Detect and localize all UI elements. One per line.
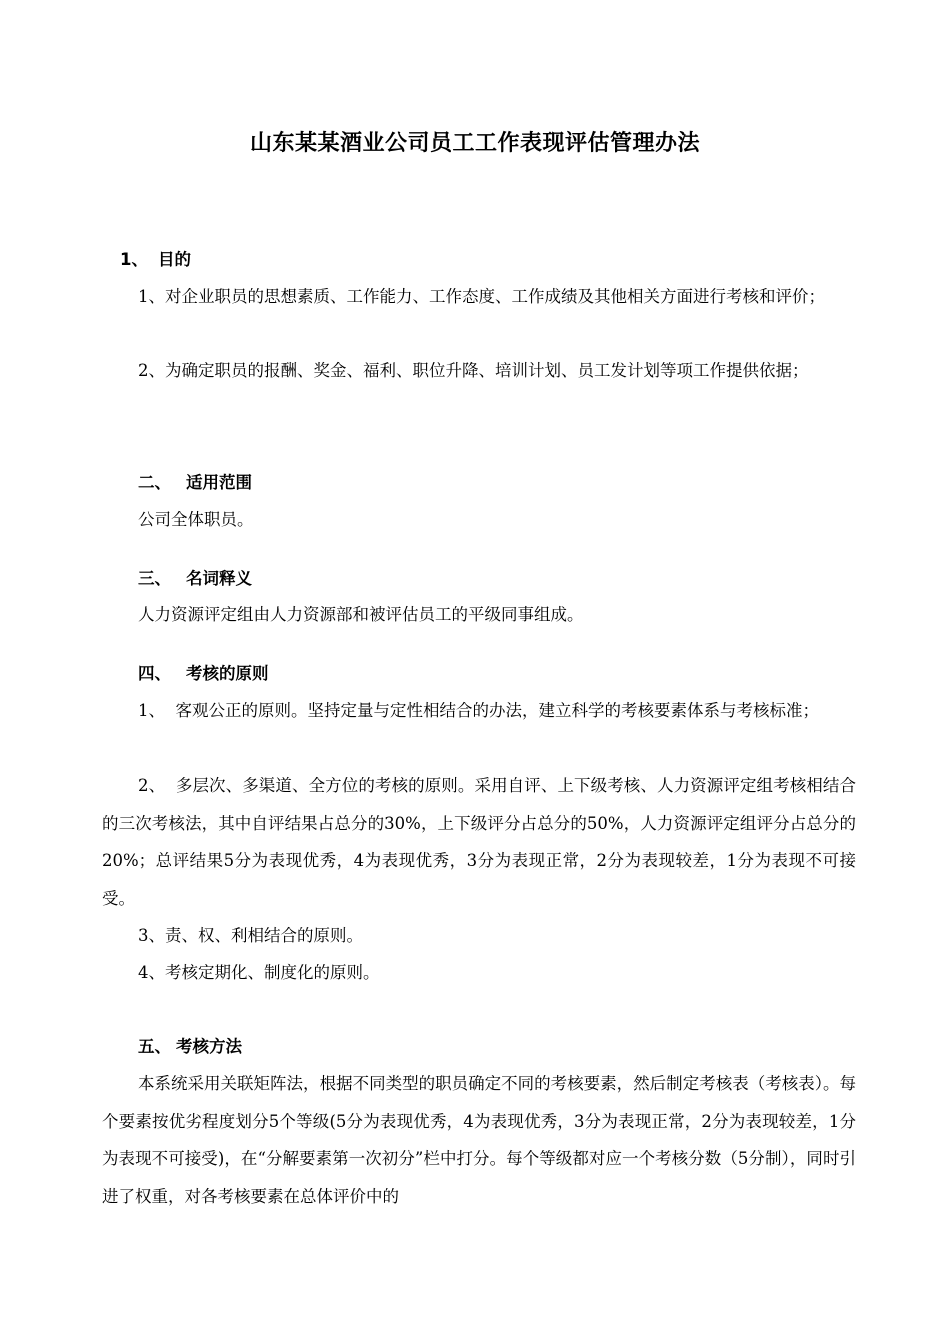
paragraph: 2、为确定职员的报酬、奖金、福利、职位升降、培训计划、员工发计划等项工作提供依据； [138,361,809,380]
paragraph: 人力资源评定组由人力资源部和被评估员工的平级同事组成。 [138,605,584,624]
paragraph: 4、考核定期化、制度化的原则。 [138,963,380,982]
document-title: 山东某某酒业公司员工工作表现评估管理办法 [249,131,700,156]
section-number: 五、 [138,1037,171,1056]
section-title: 考核的原则 [186,664,269,683]
section-heading-scope [138,470,252,496]
paragraph: 2、 多层次、多渠道、全方位的考核的原则。采用自评、上下级考核、人力资源评定组考核相结合的三次考核法，其中自评结果占总分的30%，上下级评分占总分的50%，人力资源评定组评分占总分的20%；总评结果5分为表现优秀，4为表现优秀，3分为表现正常，2分为表现较差，1分为表现不可接受。 [102,776,856,908]
section-heading-methods [138,1034,242,1060]
paragraph: 3、责、权、利相结合的原则。 [138,926,363,945]
paragraph: 公司全体职员。 [138,510,254,529]
paragraph: 本系统采用关联矩阵法，根据不同类型的职员确定不同的考核要素，然后制定考核表（考核表）。每个要素按优劣程度划分5个等级(5分为表现优秀，4为表现优秀，3分为表现正常，2分为表现较差，1分为表现不可接受)，在“分解要素第一次初分”栏中打分。每个等级都对应一个考核分数（5分制），同时引进了权重，对各考核要素在总体评价中的 [102,1074,856,1206]
section-number: 三、 [138,569,171,588]
section-title: 适用范围 [186,473,252,492]
section-heading-principles [138,661,269,687]
section-number: 四、 [138,664,171,683]
section-heading-definitions [138,566,252,592]
section-title: 名词释义 [186,569,252,588]
paragraph: 1、 客观公正的原则。坚持定量与定性相结合的办法，建立科学的考核要素体系与考核标准； [138,701,819,720]
section-number: 1、 [120,250,148,269]
paragraph: 1、对企业职员的思想素质、工作能力、工作态度、工作成绩及其他相关方面进行考核和评价； [138,287,825,306]
section-title: 考核方法 [176,1037,242,1056]
section-title: 目的 [158,250,191,269]
section-number: 二、 [138,473,171,492]
section-heading-purpose [120,247,191,273]
